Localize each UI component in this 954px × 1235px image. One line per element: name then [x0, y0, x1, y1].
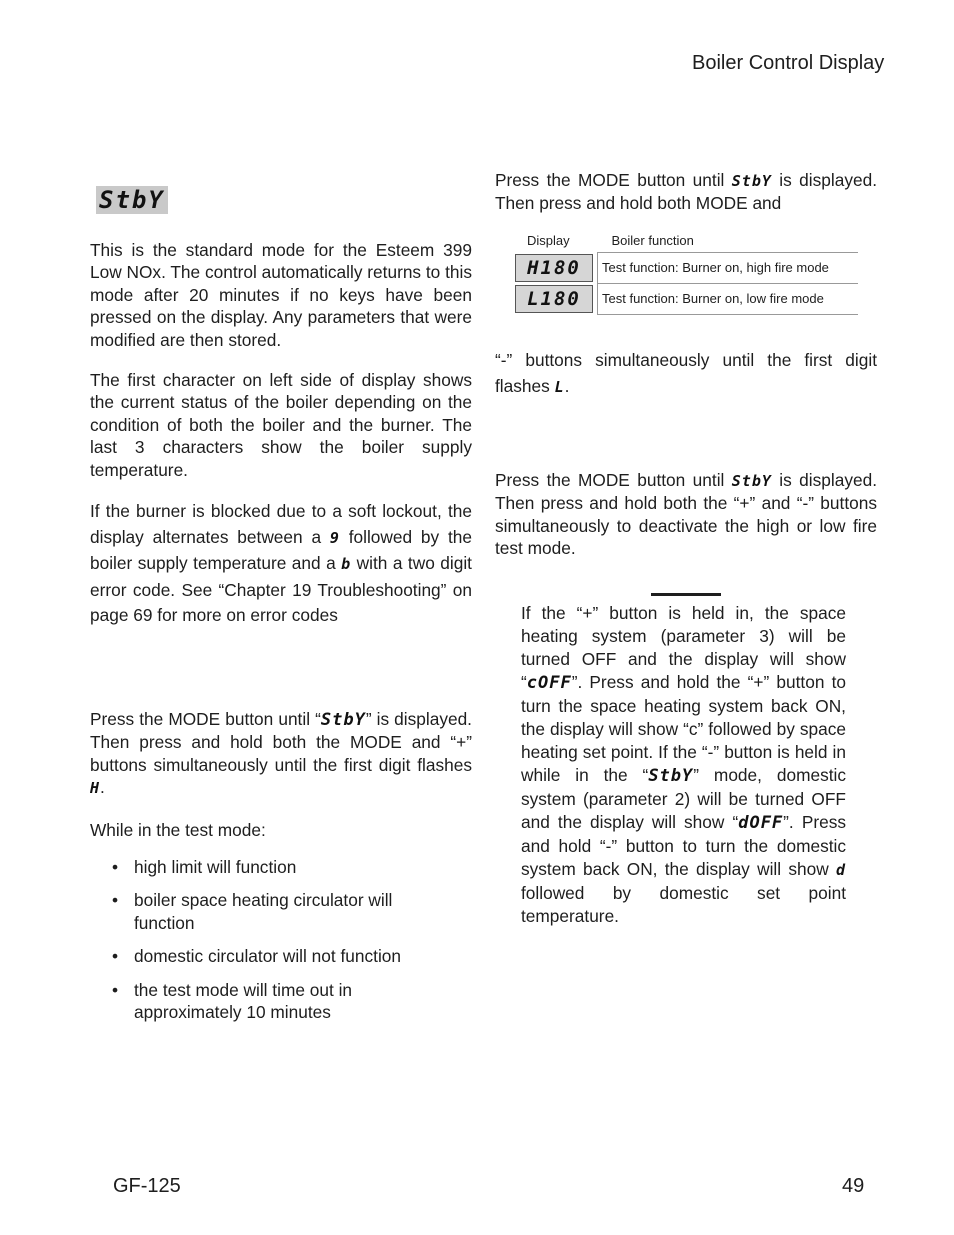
bullet-item — [90, 979, 424, 1024]
text-run: Press the MODE button until — [495, 470, 732, 490]
text-run: ”. Press and hold “-” button to turn the domestic system back ON, the display will show — [521, 812, 846, 879]
text-run: Press the MODE button until “ — [90, 709, 321, 729]
note-paragraph — [521, 602, 846, 928]
text-run: with a two digit error code. See “Chapter 19 Troubleshooting” on page 69 for more on error codes — [90, 553, 472, 625]
stby-display-graphic — [96, 186, 168, 214]
text-run: . — [564, 375, 570, 396]
table-row — [515, 253, 858, 284]
bullet-icon: • — [112, 979, 119, 1000]
segment-display-glyph: StbY — [320, 710, 366, 730]
text-run: ”. Press and hold the “+” button to turn the space heating system back ON, the display will show “c” followed by space heating set point. If the “-” button is held in while in the “ — [521, 672, 846, 785]
bullet-item — [90, 856, 472, 878]
text-run: followed by the boiler supply temperature and a — [90, 526, 472, 573]
left-paragraph-1: This is the standard mode for the Esteem 399 Low NOx. The control automatically returns to this mode after 20 minutes if no keys have been pressed on the display. Any parameters that were modified are then stored. — [90, 240, 472, 350]
bullet-text: boiler space heating circulator will function — [134, 890, 393, 933]
left-paragraph-3 — [90, 499, 472, 629]
bullet-text: the test mode will time out in approximately 10 minutes — [134, 979, 353, 1023]
table-cell-display — [515, 253, 598, 284]
right-paragraph-2 — [495, 348, 877, 400]
left-paragraph-5: While in the test mode: — [90, 820, 266, 840]
left-paragraph-4 — [90, 708, 472, 800]
bullet-icon: • — [112, 857, 119, 877]
left-paragraph-2: The first character on left side of display shows the current status of the boiler depending on the condition of both the boiler and the burner. The last 3 characters show the boiler supply temperature. — [90, 370, 472, 480]
segment-display-glyph: H — [90, 779, 101, 798]
bullet-text: high limit will function — [134, 857, 297, 877]
text-run: . — [100, 777, 105, 798]
segment-display-glyph: L — [554, 377, 565, 396]
segment-display-glyph: StbY — [648, 766, 694, 786]
text-run: If the “+” button is held in, the space heating system (parameter 3) will be turned OFF and the display will show “ — [521, 603, 846, 692]
right-paragraph-3 — [495, 469, 877, 560]
bullet-icon: • — [112, 890, 119, 911]
table-header-function: Boiler function — [611, 233, 694, 248]
test-function-table — [515, 233, 858, 315]
segment-display-glyph: StbY — [731, 172, 772, 190]
text-run: ” is displayed. Then press and hold both the MODE and “+” buttons simultaneously until the first digit flashes — [90, 709, 472, 775]
right-paragraph-1 — [495, 169, 877, 215]
note-heading-rule — [651, 593, 721, 596]
bullet-icon: • — [112, 946, 119, 967]
table-cell-function: Test function: Burner on, high fire mode — [598, 253, 859, 284]
text-run: is displayed. Then press and hold both MODE and — [495, 170, 877, 214]
table-cell-display — [515, 284, 598, 315]
bullet-item — [90, 945, 472, 967]
segment-display-glyph: StbY — [731, 472, 772, 490]
bullet-text: domestic circulator will not function — [134, 946, 402, 967]
segment-display-glyph: cOFF — [526, 673, 572, 693]
text-run: ” mode, domestic system (parameter 2) will be turned OFF and the display will show “ — [521, 765, 846, 832]
text-run: is displayed. Then press and hold both the “+” and “-” buttons simultaneously to deactivate the high or low fire test mode. — [495, 470, 877, 559]
footer-doc-id: GF-125 — [113, 1175, 181, 1197]
text-run: Press the MODE button until — [495, 170, 732, 190]
table-cell-function: Test function: Burner on, low fire mode — [598, 284, 859, 315]
segment-display-glyph: b — [341, 555, 352, 573]
page-header-title: Boiler Control Display — [692, 52, 885, 74]
stby-display-text: StbY — [96, 186, 168, 214]
lcd-readout: H180 — [515, 254, 593, 282]
text-run: followed by domestic set point temperature. — [521, 883, 846, 926]
table-row — [515, 284, 858, 315]
footer-page-number: 49 — [842, 1175, 865, 1197]
bullet-item — [90, 889, 419, 934]
lcd-readout: L180 — [515, 285, 593, 313]
segment-display-glyph: dOFF — [738, 813, 784, 833]
segment-display-glyph: d — [835, 861, 846, 879]
table-header-display: Display — [527, 233, 570, 249]
segment-display-glyph: 9 — [329, 528, 340, 547]
text-run: “-” buttons simultaneously until the first digit flashes — [495, 350, 877, 396]
text-run: If the burner is blocked due to a soft lockout, the display alternates between a — [90, 501, 472, 547]
test-mode-bullet-list — [90, 856, 472, 1034]
